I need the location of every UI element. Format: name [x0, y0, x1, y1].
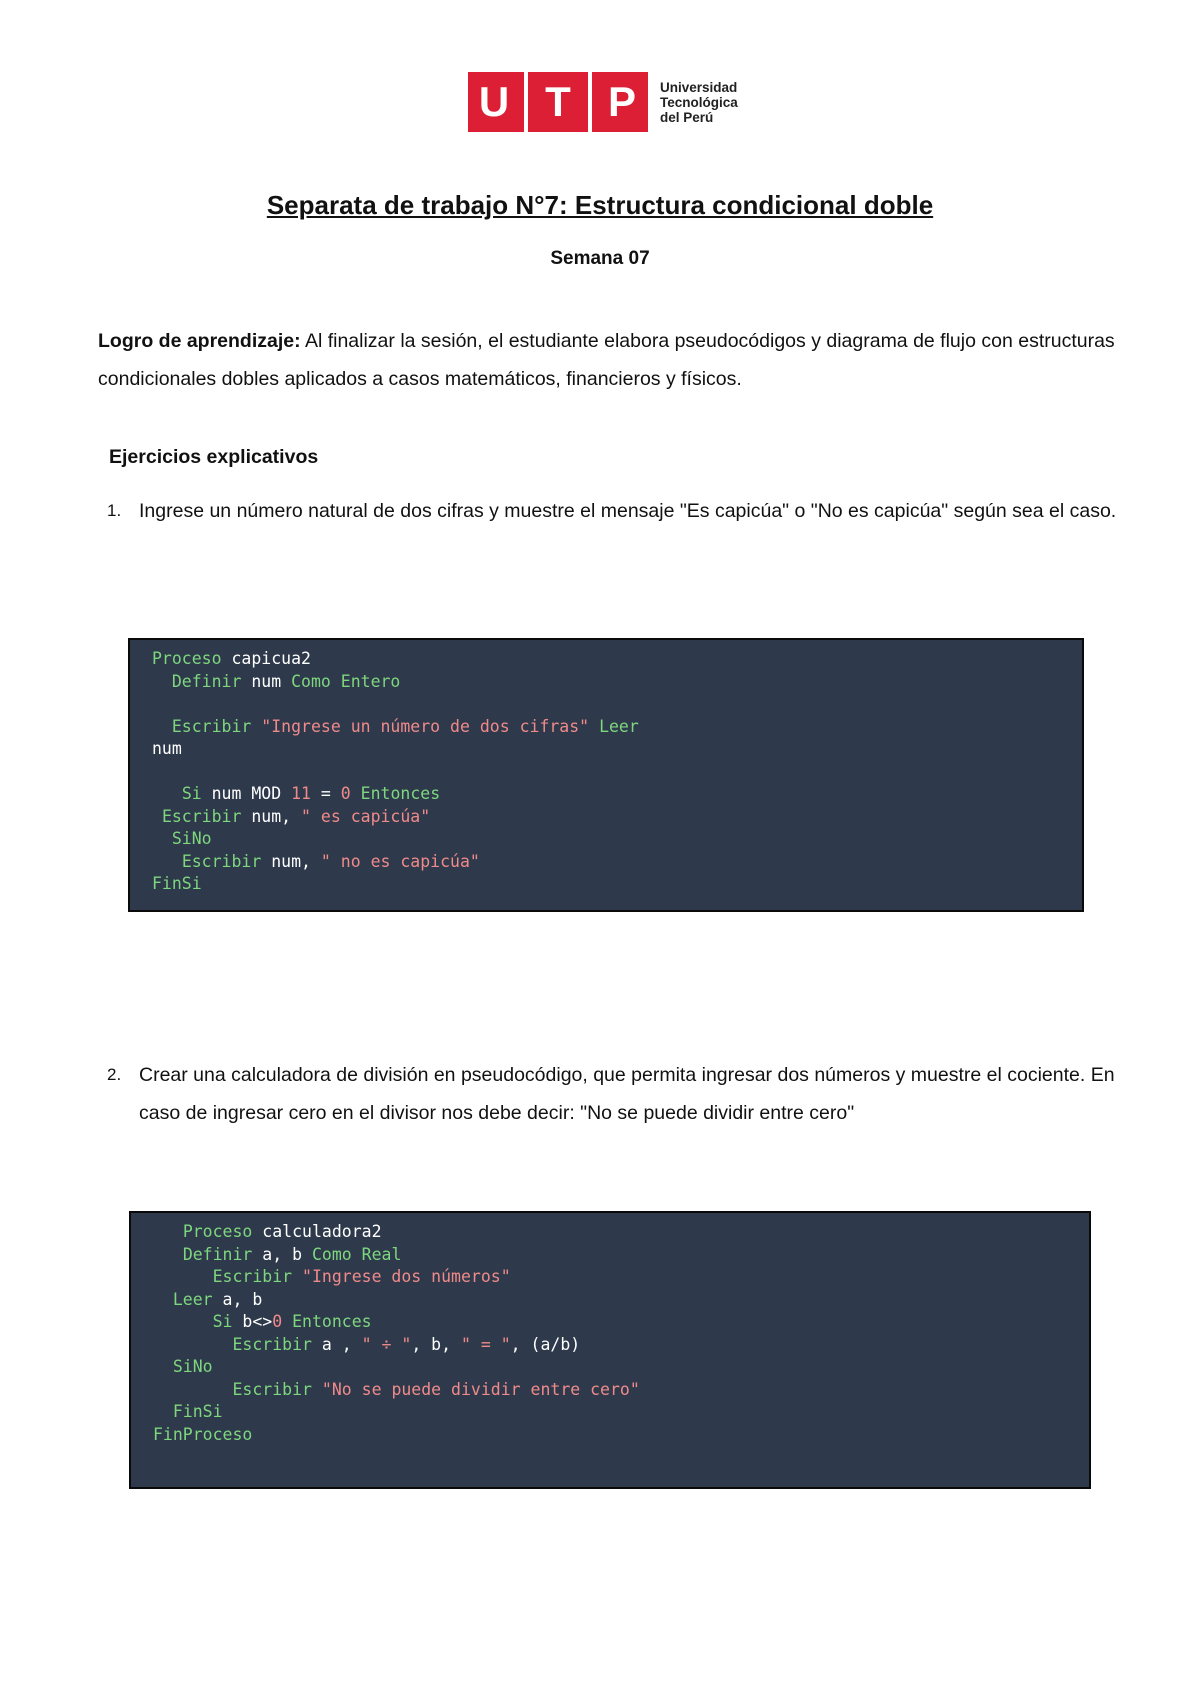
code-token [351, 784, 361, 803]
document-title: Separata de trabajo N°7: Estructura condicional doble [266, 190, 934, 220]
code-token: Si [181, 784, 202, 803]
code-token: num, [261, 851, 321, 871]
code-token [292, 1267, 302, 1286]
code-line [152, 851, 1060, 874]
code-line [153, 1221, 1067, 1244]
code-token: Definir [171, 671, 242, 691]
code-line [153, 1379, 1067, 1402]
code-token [153, 1380, 232, 1399]
code-token: 11 [291, 784, 311, 803]
code-token [153, 1312, 213, 1331]
exercise-2 [107, 1056, 1117, 1132]
code-token: FinSi [152, 874, 202, 893]
code-token: "Ingrese dos números" [302, 1267, 511, 1286]
code-line [152, 671, 1060, 694]
code-token: , b, [411, 1334, 461, 1354]
logo-letter-p: P [607, 78, 636, 125]
code-line [153, 1424, 1067, 1447]
logo-letter-t: T [545, 78, 571, 125]
code-token: Como Entero [291, 671, 401, 691]
code-token: FinSi [172, 1402, 223, 1421]
code-line [153, 1334, 1067, 1357]
code-line [153, 1266, 1067, 1289]
code-token: " = " [460, 1334, 511, 1354]
code-token: FinProceso [153, 1424, 253, 1444]
code-token [153, 1245, 183, 1264]
code-token [152, 852, 182, 871]
code-token: SiNo [171, 829, 212, 848]
code-line [153, 1401, 1067, 1424]
code-token: "No se puede dividir entre cero" [321, 1379, 640, 1399]
code-token: Leer [172, 1289, 213, 1309]
code-token: Si [212, 1312, 233, 1331]
document-subtitle: Semana 07 [550, 248, 650, 269]
utp-logo-text: Universidad Tecnológica del Perú [660, 79, 738, 125]
code-token: 0 [272, 1312, 283, 1331]
utp-logo-mark [468, 72, 648, 132]
code-token: Escribir [181, 851, 262, 871]
code-token: num [152, 739, 182, 758]
code-token: "Ingrese un número de dos cifras" [261, 716, 590, 736]
learning-goal-label: Logro de aprendizaje: [98, 330, 301, 352]
code-token: " ÷ " [361, 1334, 412, 1354]
code-token [251, 717, 261, 736]
code-token: Entonces [360, 784, 441, 803]
code-token: Entonces [292, 1312, 372, 1331]
code-token: calculadora2 [252, 1222, 382, 1241]
code-token: Escribir [161, 806, 242, 826]
code-token [153, 1335, 232, 1354]
code-token: num, [241, 806, 302, 826]
code-token [282, 1312, 292, 1331]
code-token [152, 717, 172, 736]
code-line [152, 783, 1060, 806]
code-line [152, 716, 1060, 739]
code-token: Definir [182, 1244, 253, 1264]
code-token [153, 1290, 173, 1309]
code-token: b<> [232, 1312, 273, 1331]
exercise-text: Ingrese un número natural de dos cifras y muestre el mensaje "Es capicúa" o "No es capicúa" según sea el caso. [139, 500, 1117, 522]
code-line [152, 693, 1060, 716]
code-token [152, 784, 182, 803]
exercise-number: 1. [107, 501, 122, 520]
code-line [153, 1356, 1067, 1379]
code-line [153, 1311, 1067, 1334]
code-line [153, 1244, 1067, 1267]
code-line [152, 738, 1060, 761]
code-token: capicua2 [221, 649, 311, 668]
learning-goal-paragraph [98, 322, 1118, 398]
code-token: Escribir [232, 1379, 312, 1399]
code-token: , (a/b) [510, 1334, 581, 1354]
code-token: Como Real [311, 1244, 402, 1264]
code-token: Proceso [152, 649, 222, 668]
code-token [152, 829, 172, 848]
code-line [152, 873, 1060, 896]
code-line [152, 761, 1060, 784]
code-token: a, b [212, 1289, 263, 1309]
code-token: = [310, 784, 341, 803]
code-line [152, 648, 1060, 671]
code-token: " no es capicúa" [320, 851, 480, 871]
code-block-2 [129, 1211, 1091, 1489]
code-token [312, 1380, 322, 1399]
code-token [153, 1357, 173, 1376]
code-token [152, 807, 162, 826]
code-line [153, 1289, 1067, 1312]
utp-logo [468, 72, 738, 132]
exercise-number: 2. [107, 1065, 122, 1084]
code-token: Escribir [171, 716, 252, 736]
section-heading: Ejercicios explicativos [109, 446, 319, 468]
code-token: Escribir [212, 1267, 293, 1286]
code-token [152, 672, 172, 691]
code-line [152, 828, 1060, 851]
code-token [153, 1222, 183, 1241]
logo-letter-u: U [478, 78, 510, 125]
code-token: num [241, 671, 292, 691]
code-token [589, 717, 599, 736]
code-token [153, 1402, 173, 1421]
code-line [152, 806, 1060, 829]
code-token [153, 1267, 213, 1286]
code-token: Escribir [232, 1334, 312, 1354]
code-token: num MOD [201, 784, 292, 803]
code-block-1 [128, 638, 1084, 912]
code-token: SiNo [172, 1357, 213, 1376]
code-token: Proceso [182, 1222, 253, 1241]
code-token: Leer [599, 716, 639, 736]
exercise-1 [107, 492, 1117, 530]
code-token: 0 [340, 784, 351, 803]
code-token: " es capicúa" [301, 806, 431, 826]
code-token: a, b [252, 1244, 312, 1264]
code-token: a , [311, 1334, 362, 1354]
exercise-text: Crear una calculadora de división en pseudocódigo, que permita ingresar dos números y muestre el cociente. En caso de ingresar cero en el divisor nos debe decir: "No se puede dividir entre cero" [139, 1064, 1115, 1124]
learning-goal-text: Al finalizar la sesión, el estudiante elabora pseudocódigos y diagrama de flujo con estructuras condicionales dobles aplicados a casos matemáticos, financieros y físicos. [98, 330, 1115, 390]
